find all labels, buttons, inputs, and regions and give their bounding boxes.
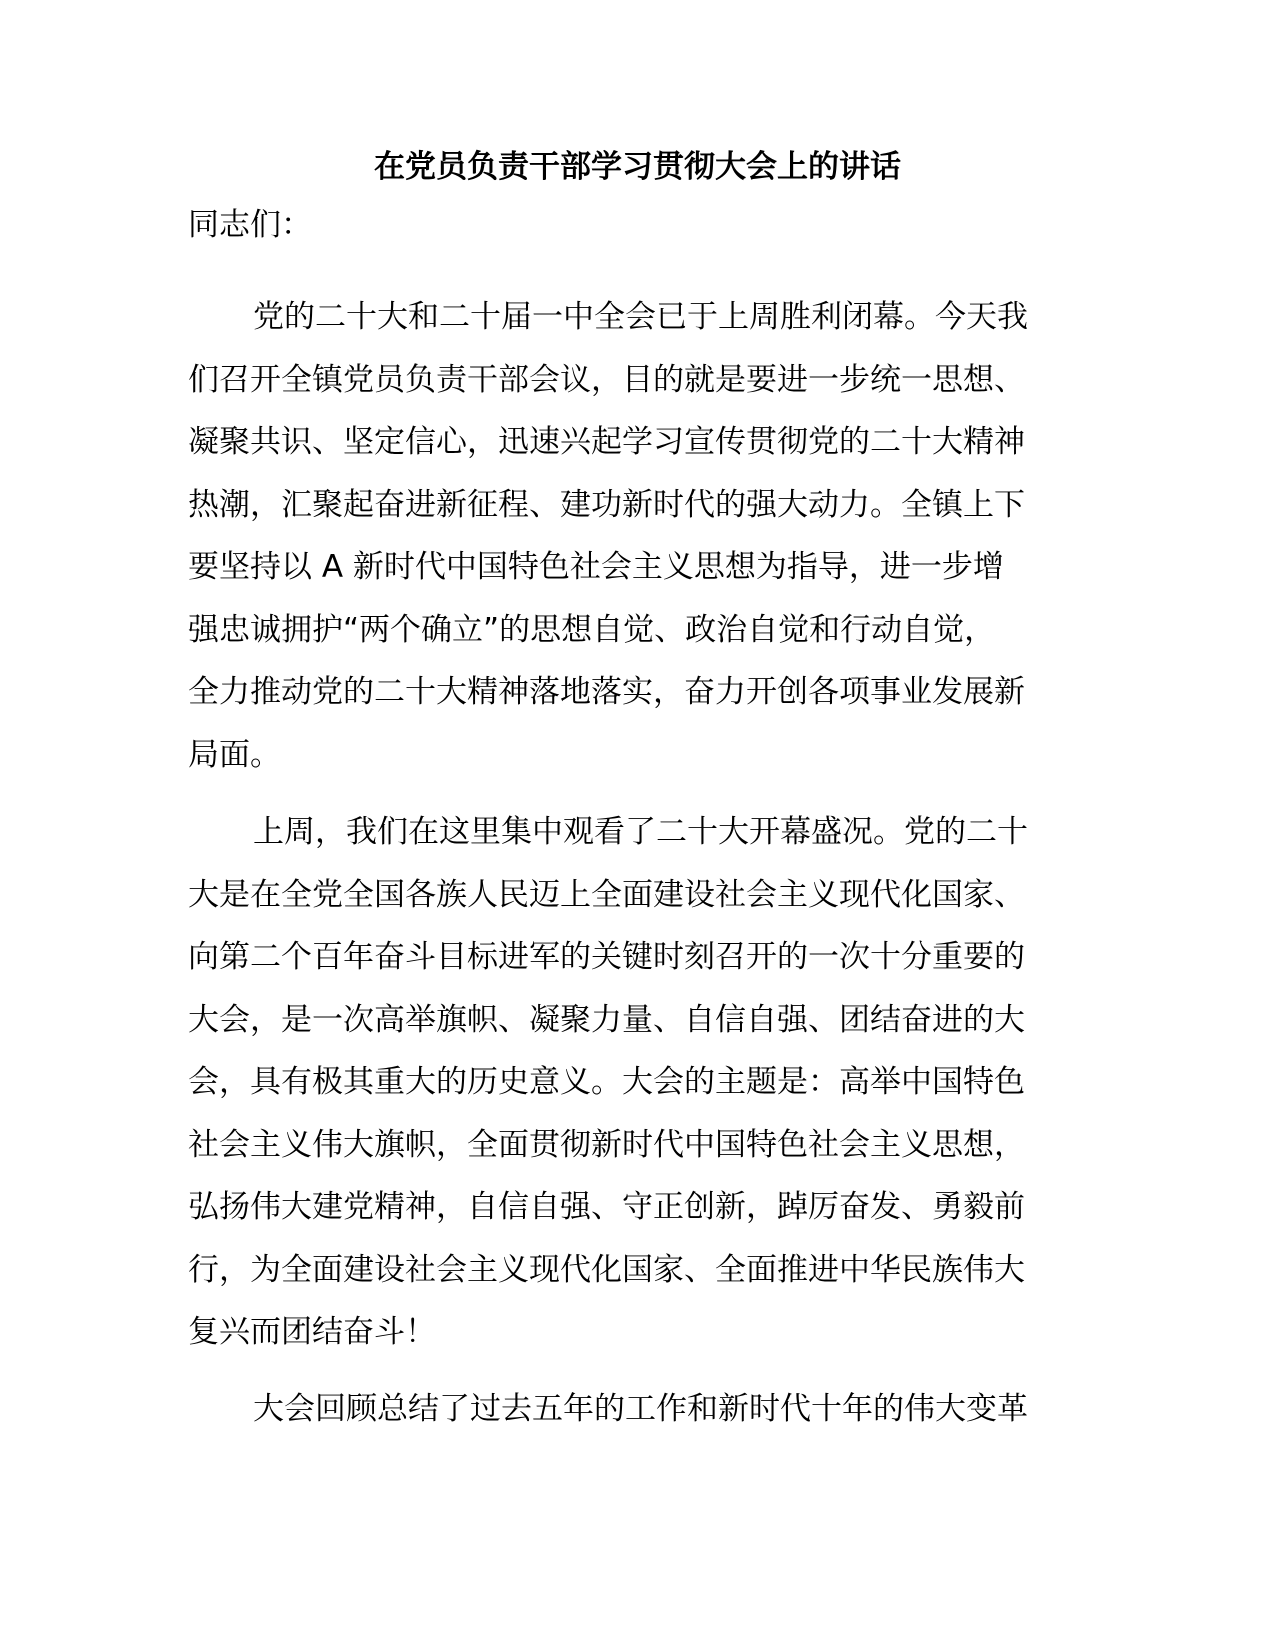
paragraph-1-line-2: 们召开全镇党员负责干部会议，目的就是要进一步统一思想、 [188, 362, 1025, 398]
paragraph-2-line-5: 会，具有极其重大的历史意义。大会的主题是：高举中国特色 [188, 1064, 1025, 1100]
paragraph-2-line-1: 上周，我们在这里集中观看了二十大开幕盛况。党的二十 [253, 814, 1028, 850]
paragraph-2-line-4: 大会，是一次高举旗帜、凝聚力量、自信自强、团结奋进的大 [188, 1002, 1025, 1038]
paragraph-2-line-6: 社会主义伟大旗帜，全面贯彻新时代中国特色社会主义思想， [188, 1127, 1025, 1163]
paragraph-1-line-8: 局面。 [188, 737, 281, 773]
paragraph-1-line-4: 热潮，汇聚起奋进新征程、建功新时代的强大动力。全镇上下 [188, 487, 1025, 523]
paragraph-1-line-1: 党的二十大和二十届一中全会已于上周胜利闭幕。今天我 [253, 299, 1028, 335]
paragraph-2-line-8: 行，为全面建设社会主义现代化国家、全面推进中华民族伟大 [188, 1252, 1025, 1288]
paragraph-1-line-6: 强忠诚拥护“两个确立”的思想自觉、政治自觉和行动自觉， [188, 612, 996, 648]
paragraph-2-line-7: 弘扬伟大建党精神，自信自强、守正创新，踔厉奋发、勇毅前 [188, 1189, 1025, 1225]
paragraph-2-line-2: 大是在全党全国各族人民迈上全面建设社会主义现代化国家、 [188, 877, 1025, 913]
paragraph-2-line-3: 向第二个百年奋斗目标进军的关键时刻召开的一次十分重要的 [188, 939, 1025, 975]
paragraph-2-line-9: 复兴而团结奋斗！ [188, 1314, 436, 1350]
paragraph-3-line-1: 大会回顾总结了过去五年的工作和新时代十年的伟大变革 [253, 1391, 1028, 1427]
document-title: 在党员负责干部学习贯彻大会上的讲话 [374, 149, 901, 185]
paragraph-1-line-5: 要坚持以 A 新时代中国特色社会主义思想为指导，进一步增 [188, 549, 1004, 585]
greeting: 同志们： [188, 207, 312, 243]
paragraph-1-line-3: 凝聚共识、坚定信心，迅速兴起学习宣传贯彻党的二十大精神 [188, 424, 1025, 460]
paragraph-1-line-7: 全力推动党的二十大精神落地落实，奋力开创各项事业发展新 [188, 674, 1025, 710]
